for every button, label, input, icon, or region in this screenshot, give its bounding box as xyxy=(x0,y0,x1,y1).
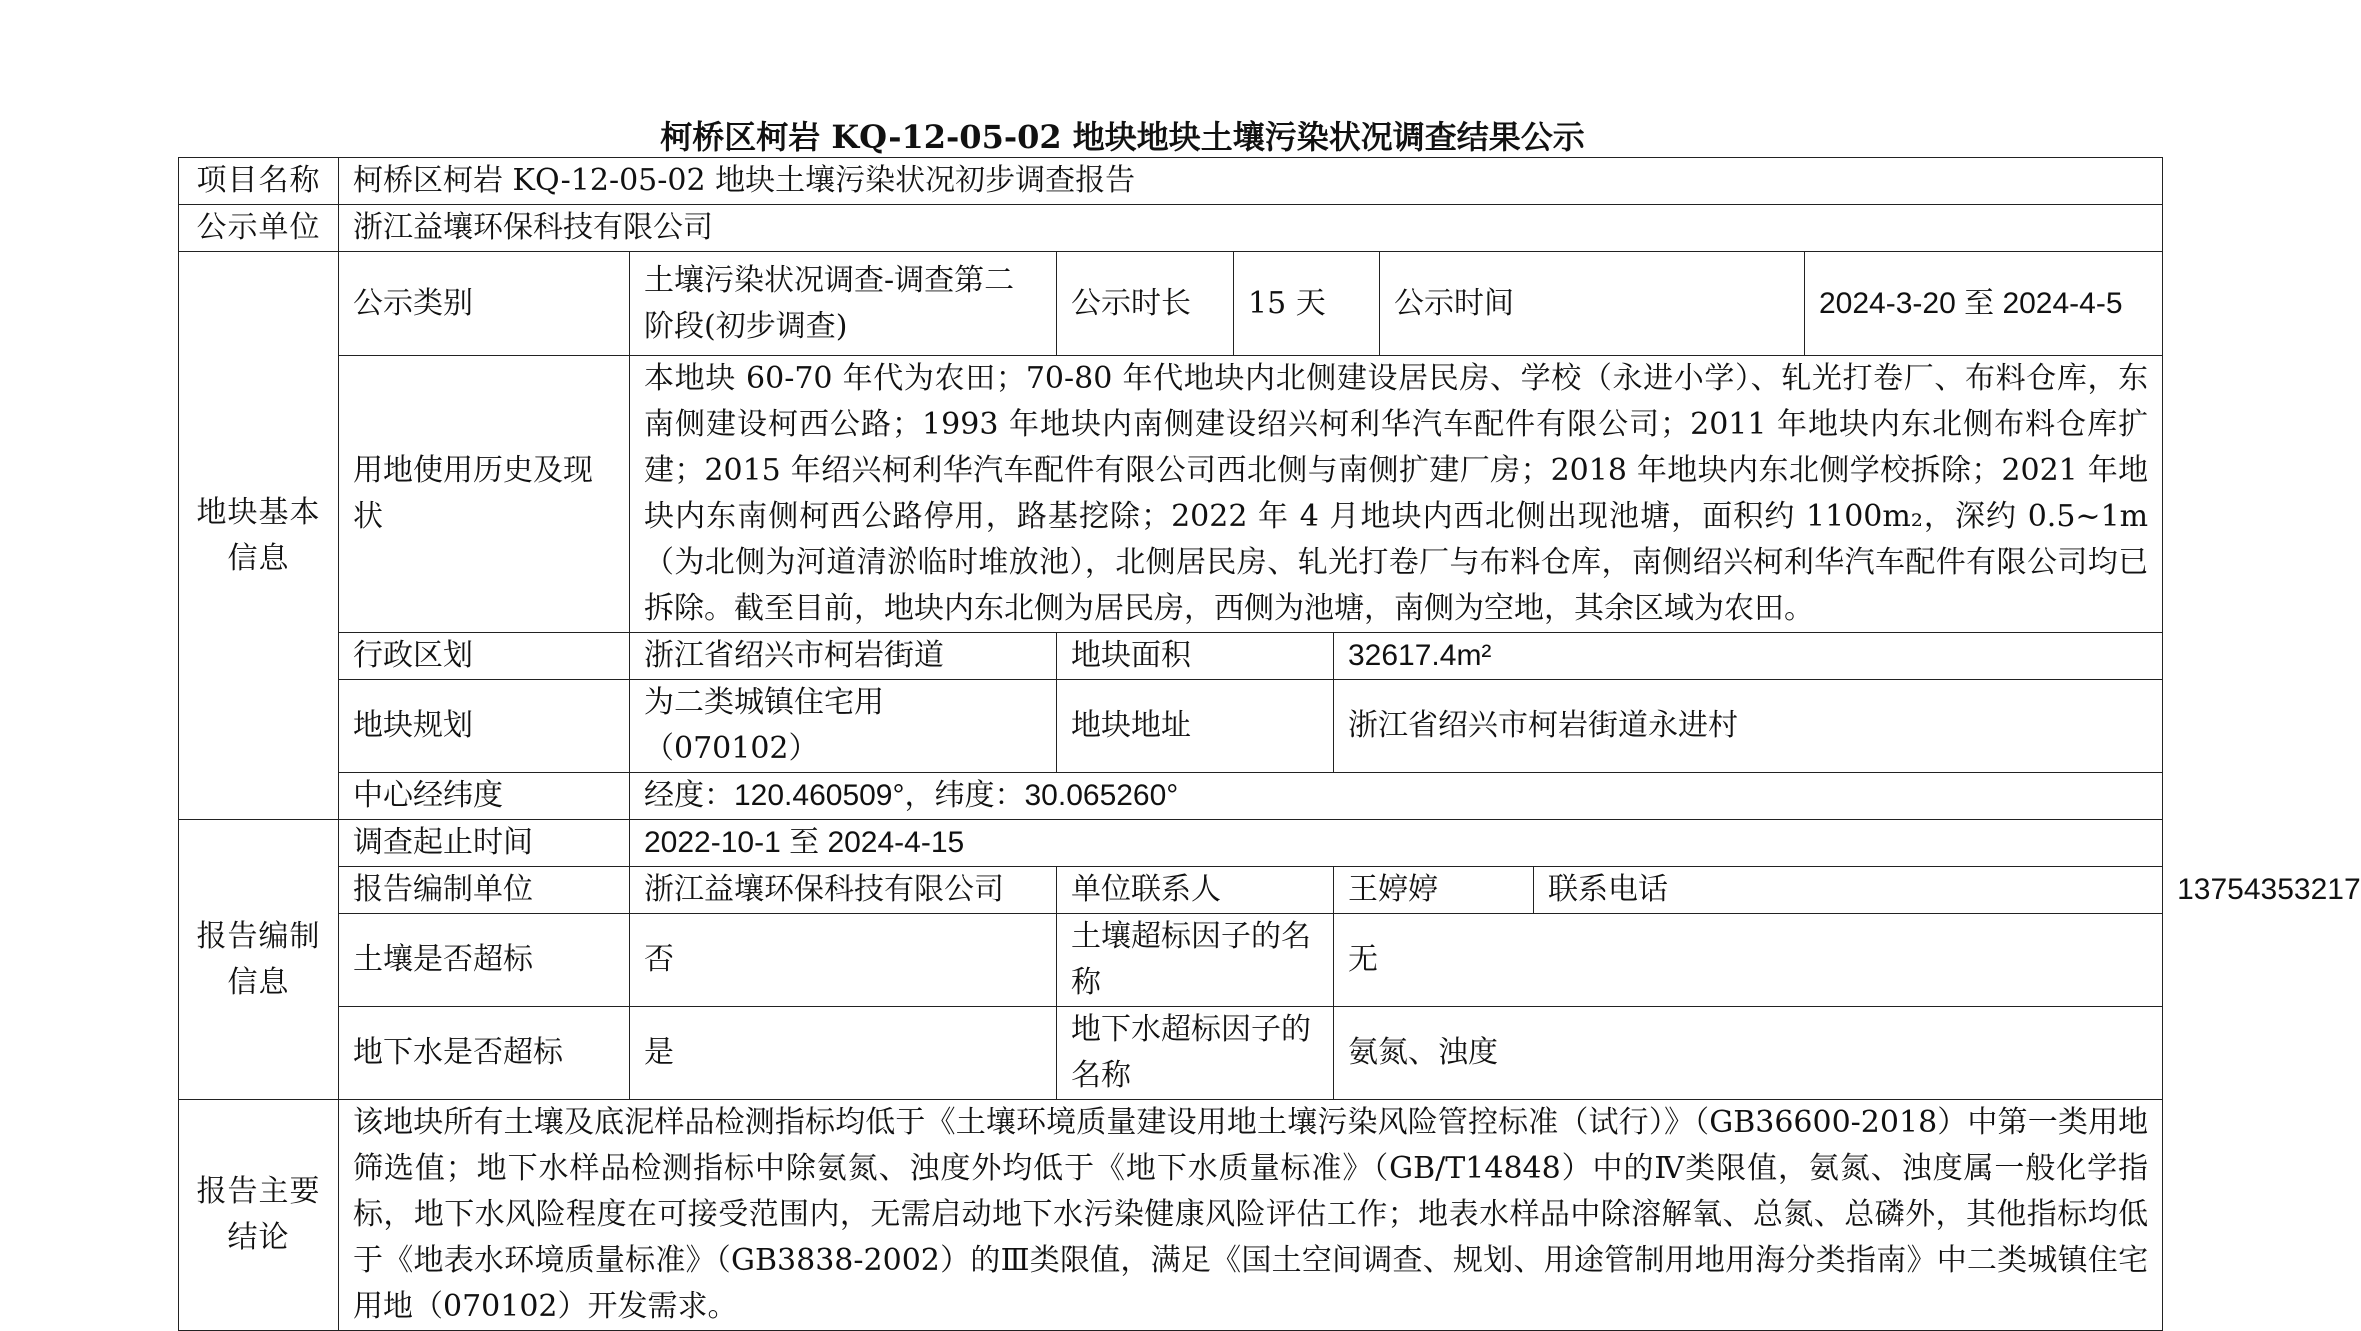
project-value: 柯桥区柯岩 KQ-12-05-02 地块土壤污染状况初步调查报告 xyxy=(339,158,2163,205)
gw-factor-value: 氨氮、浊度 xyxy=(1334,1007,2163,1100)
duration-label: 公示时长 xyxy=(1057,252,1234,356)
soil-factor-label: 土壤超标因子的名称 xyxy=(1057,914,1334,1007)
gw-exceed-value: 是 xyxy=(630,1007,1057,1100)
report-info-label: 报告编制信息 xyxy=(179,820,339,1100)
history-value: 本地块 60-70 年代为农田；70-80 年代地块内北侧建设居民房、学校（永进小学）、轧光打卷厂、布料仓库，东南侧建设柯西公路；1993 年地块内南侧建设绍兴柯利华汽车配件有限公司；2011 年地块内东北侧布料仓库扩建；2015 年绍兴柯利华汽车配件有限公司西北侧与南侧扩建厂房；2018 年地块内东北侧学校拆除；2021 年地块内东南侧柯西公路停用，路基挖除；2022 年 4 月地块内西北侧出现池塘，面积约 1100m₂，深约 0.5~1m（为北侧为河道清淤临时堆放池），北侧居民房、轧光打卷厂与布料仓库，南侧绍兴柯利华汽车配件有限公司均已拆除。截至目前，地块内东北侧为居民房，西侧为池塘，南侧为空地，其余区域为农田。 xyxy=(630,356,2163,633)
soil-exceed-label: 土壤是否超标 xyxy=(339,914,630,1007)
row-conclusion xyxy=(179,1100,2163,1331)
category-label: 公示类别 xyxy=(339,252,630,356)
conclusion-value: 该地块所有土壤及底泥样品检测指标均低于《土壤环境质量建设用地土壤污染风险管控标准（试行）》（GB36600-2018）中第一类用地筛选值；地下水样品检测指标中除氨氮、浊度外均低于《地下水质量标准》（GB/T14848）中的Ⅳ类限值，氨氮、浊度属一般化学指标，地下水风险程度在可接受范围内，无需启动地下水污染健康风险评估工作；地表水样品中除溶解氧、总氮、总磷外，其他指标均低于《地表水环境质量标准》（GB3838-2002）的Ⅲ类限值，满足《国土空间调查、规划、用途管制用地用海分类指南》中二类城镇住宅用地（070102）开发需求。 xyxy=(339,1100,2163,1331)
report-period-label: 调查起止时间 xyxy=(339,820,630,867)
conclusion-label: 报告主要结论 xyxy=(179,1100,339,1331)
contact-label: 单位联系人 xyxy=(1057,867,1334,914)
soil-factor-value: 无 xyxy=(1334,914,2163,1007)
row-report-period xyxy=(179,820,2163,867)
row-plan xyxy=(179,680,2163,773)
row-district xyxy=(179,633,2163,680)
row-gw-exceed xyxy=(179,1007,2163,1100)
row-history xyxy=(179,356,2163,633)
district-value: 浙江省绍兴市柯岩街道 xyxy=(630,633,1057,680)
coords-value: 经度：120.460509°，纬度：30.065260° xyxy=(630,773,2163,820)
phone-label: 联系电话 xyxy=(1534,867,2163,914)
address-value: 浙江省绍兴市柯岩街道永进村 xyxy=(1334,680,2163,773)
period-label: 公示时间 xyxy=(1380,252,1805,356)
district-label: 行政区划 xyxy=(339,633,630,680)
address-label: 地块地址 xyxy=(1057,680,1334,773)
row-report-org: 报告编制单位 浙江益壤环保科技有限公司 单位联系人 王婷婷 联系电话 13754353217 xyxy=(179,867,2163,914)
gw-factor-label: 地下水超标因子的名称 xyxy=(1057,1007,1334,1100)
category-value: 土壤污染状况调查-调查第二阶段(初步调查) xyxy=(630,252,1057,356)
publisher-label: 公示单位 xyxy=(179,205,339,252)
report-period-value: 2022-10-1 至 2024-4-15 xyxy=(630,820,2163,867)
period-value: 2024-3-20 至 2024-4-5 xyxy=(1805,252,2163,356)
coords-label: 中心经纬度 xyxy=(339,773,630,820)
publisher-value: 浙江益壤环保科技有限公司 xyxy=(339,205,2163,252)
site-basic-label: 地块基本信息 xyxy=(179,252,339,820)
row-soil-exceed xyxy=(179,914,2163,1007)
duration-value: 15 天 xyxy=(1234,252,1380,356)
org-label: 报告编制单位 xyxy=(339,867,630,914)
plan-label: 地块规划 xyxy=(339,680,630,773)
project-label: 项目名称 xyxy=(179,158,339,205)
org-value: 浙江益壤环保科技有限公司 xyxy=(630,867,1057,914)
row-category xyxy=(179,252,2163,356)
area-label: 地块面积 xyxy=(1057,633,1334,680)
gw-exceed-label: 地下水是否超标 xyxy=(339,1007,630,1100)
plan-value: 为二类城镇住宅用（070102） xyxy=(630,680,1057,773)
page-title: 柯桥区柯岩 KQ-12-05-02 地块地块土壤污染状况调查结果公示 xyxy=(660,118,1585,156)
contact-value: 王婷婷 xyxy=(1334,867,1534,914)
row-project xyxy=(179,158,2163,205)
area-value: 32617.4m² xyxy=(1334,633,2163,680)
publication-table xyxy=(178,157,2361,1331)
history-label: 用地使用历史及现状 xyxy=(339,356,630,633)
row-coords xyxy=(179,773,2163,820)
row-publisher xyxy=(179,205,2163,252)
soil-exceed-value: 否 xyxy=(630,914,1057,1007)
